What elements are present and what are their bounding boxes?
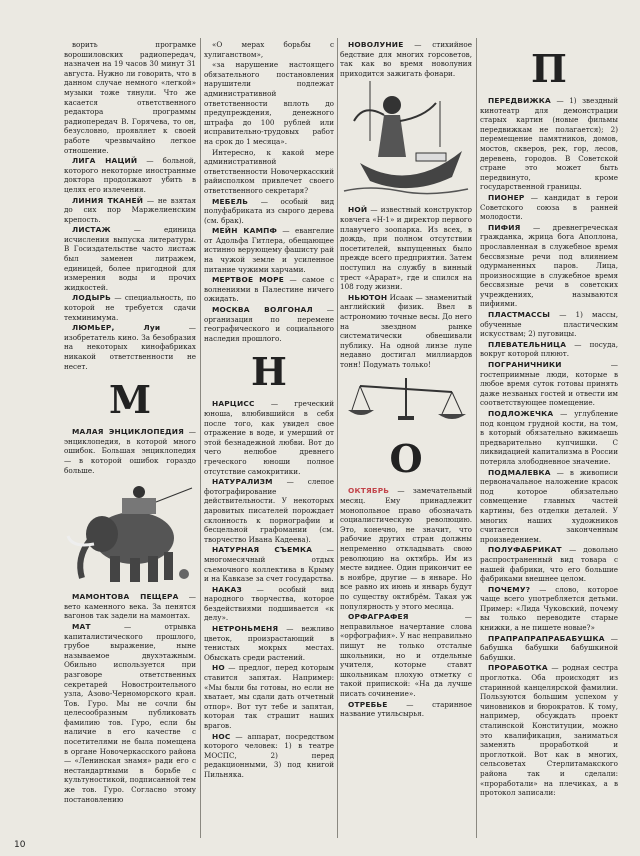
entry xyxy=(204,585,334,623)
entry xyxy=(204,477,334,544)
mammoth-cartoon-illustration xyxy=(64,478,196,588)
entry-text: — кандидат в герои Советского союза в ранней молодости. xyxy=(480,192,618,222)
entry-text: — предлог, перед которым ставится запятая. Например: «Мы были бы готовы, но если не хватает, мы сдали дать отчетный отпор». Вот тут тебе и запятая, которая так страшит наших врагов. xyxy=(204,663,334,730)
entry-headword: НО xyxy=(212,663,225,673)
entry-headword: ПОЧЕМУ? xyxy=(488,584,531,594)
entry-text: — особый вид народного творчества, которое бездействиями подшивается «к делу». xyxy=(204,584,334,623)
entry xyxy=(480,96,618,192)
entry-text: — отрывка капиталистического прошлого, грубое выражение, ныне называемое двухэтажным. Обильно используется при разговоре ответственных секретарей Новостроительного узла, Азово-Черноморского края. Тов. Гуро. Мы не сочли бы целесообразным публиковать фамилию тов. Гуро, если бы наличие в его качестве с посетителями не была помещена в органе Новочеркасского района — «Ленинская знамя» ради его с нестандартными в борьбе с культуностикой, подписанной тем же тов. Гуро. Согласно этому постановлению xyxy=(64,621,196,804)
entry-text: — 1) массы, обученные пластическим искусствам; 2) пуговицы. xyxy=(480,310,618,339)
entry-text: — энциклопедия, в которой много ошибок. Большая энциклопедия — в которой ошибок гораздо больше. xyxy=(64,427,196,475)
entry-headword: НАТУРАЛИЗМ xyxy=(212,477,273,487)
entry-text: — самое с волнениями в Палестине ничего ожидать. xyxy=(204,275,334,304)
entry xyxy=(340,486,472,611)
entry-headword: ЛИСТАЖ xyxy=(72,225,111,235)
entry-headword: МЕБЕЛЬ xyxy=(212,196,249,206)
column-4 xyxy=(480,40,618,835)
entry-headword: МАМОНТОВА ПЕЩЕРА xyxy=(72,592,179,602)
entry-text: — слово, которое чаще всего употребляется детьми. Пример: «Лида Чуковский, почему вы только переводите старые книжки, а не пишете новые?» xyxy=(480,584,618,633)
entry-headword: ПЕРЕДВИЖКА xyxy=(488,96,551,105)
entry-text: «О мерах борьбы с хулиганством», xyxy=(204,40,334,59)
entry-text: — изобретатель кино. За безобразия на некоторых кинофабриках никакой ответственности не несет. xyxy=(64,323,196,371)
entry-headword: МАЛАЯ ЭНЦИКЛОПЕДИЯ xyxy=(72,427,185,437)
entry-headword: ПЛАСТМАССЫ xyxy=(488,310,551,320)
entry-text: ворить програмке ворошиловских радиопередач, назначен на 19 часов 30 минут 31 августа. Нужно ли говорить, что в данном случае немного «легкой» музыки тоже тянули. Что же касается ответственного редактора программы радиопередач В. Горячева, то он, безусловно, проявляет к своей работе чрезвычайно легкое отношение. xyxy=(64,40,196,155)
section-letter-p: П xyxy=(531,46,567,91)
entry xyxy=(64,196,196,225)
entry xyxy=(64,293,196,322)
entry-text: — посуда, вокруг которой плюют. xyxy=(480,339,618,359)
entry-headword: ПОГРАНИЧНИКИ xyxy=(488,360,562,370)
entry-headword: ПОЛУФАБРИКАТ xyxy=(488,545,562,555)
entry-headword: ЛОДЫРЬ xyxy=(72,293,111,303)
entry-headword: ПОДМАЛЕВКА xyxy=(488,467,551,477)
entry-headword: МАТ xyxy=(72,621,91,631)
entry-text: — особый вид полуфабриката из сырого дерева (см. брак). xyxy=(204,196,334,225)
entry-text: — греческий юноша, влюбившийся в себя после того, как увидел свое отражение в воде, и умерший от этой безнадежной любви. Вот до чего нелюбое древнего греческого юноши полное отсутствие самокритики. xyxy=(204,399,334,476)
entry-text: — неправильное начертание слова «орфография». У нас неправильно пишут не только отсталые школьники, но и отдельные учителя, которые ставят школьникам плохую отметку с такой припиской: «На да лучше писать сочинение». xyxy=(340,612,472,698)
entry-text: — в живописи первоначальное наложение красок под которое обязательно совмещение главных частей картины, без отделки деталей. У многих наших художников считается законченным произведением. xyxy=(480,467,618,544)
entry-headword: НАКАЗ xyxy=(212,584,242,594)
entry xyxy=(480,340,618,359)
entry-headword: ЛИГА НАЦИЙ xyxy=(72,156,138,166)
entry-headword: ОРФАГРАФЕЯ xyxy=(348,612,409,622)
entry-headword: МЕРТВОЕ МОРЕ xyxy=(212,275,285,285)
entry-text: — довольно распространенный вид товара с нашей фабрики, что его большие фабриками внешнее целом. xyxy=(480,545,618,584)
entry-headword: ПИОНЕР xyxy=(488,192,525,202)
entry xyxy=(340,205,472,291)
entry-headword: ПЛЕВАТЕЛЬНИЦА xyxy=(488,339,567,349)
entry xyxy=(204,545,334,583)
entry-text: — евангелие от Адольфа Гитлера, обещающее истинно верующему фашисту рай на чужой земле и усиленное питание чужими харчами. xyxy=(204,226,334,274)
column-2 xyxy=(204,40,334,835)
entry-text: — специальность, по которой не требуется сдачи техминимума. xyxy=(64,293,196,322)
entry-headword-red: ОКТЯБРЬ xyxy=(348,486,390,496)
entry xyxy=(204,663,334,730)
entry-text: — вето каменного века. За пенятся вагонов так задели на мамонтах. xyxy=(64,592,196,621)
entry-text: — углубление под концом грудной кости, на том, в который обязательно вжимаешь предварительно купчишки. С ликвидацией капитализма в России потеряла злободневное значение. xyxy=(480,409,618,466)
entry-text: — древнегреческая гражданка, жрица бога Аполлона, прославленная в служебное время бессвязные речи под влиянием одурманенных паров. Лица, произносящие в служебное время бессвязные речи в советских учреждениях, называются пифиями. xyxy=(480,222,618,309)
entry-headword: НОВОЛУНИЕ xyxy=(348,40,404,49)
entry-text: Интересно, к какой мере административной ответственности Новочеркасский райисполком привлечет своего ответственного секретаря? xyxy=(204,147,334,195)
entry-text: — единица исчисления выпуска литературы. В Госиздательстве часто листаж был заменен литражем, единицей, более пригодной для измерения воды и прочих жидкостей. xyxy=(64,225,196,292)
entry-headword: МЕЙН КАМПФ xyxy=(212,226,278,236)
entry-text: — бабушка бабушки бабушкиной бабушки. xyxy=(480,633,618,662)
entry-headword: МОСКВА ВОЛГОНАЛ xyxy=(212,305,313,315)
entry xyxy=(340,612,472,698)
entry-text: — известный конструктор ковчега «Н-1» и директор первого плавучего зоопарка. Из всех, в дождь, при полном отсутствии посетителей, выпущенных было прежде всего предприятия. Затем поступил на службу в винный трест «Арарат», где и спился на 108 году жизни. xyxy=(340,205,472,292)
entry-text: — стихийное бедствие для многих горсоветов, так как во время новолуния приходится зажигать фонари. xyxy=(340,40,472,78)
entry xyxy=(480,409,618,467)
column-3 xyxy=(340,40,472,835)
entry-headword: ПОДЛОЖЕЧКА xyxy=(488,409,554,418)
entry xyxy=(480,585,618,633)
page-number: 10 xyxy=(14,840,26,850)
entry-text: Исаак — знаменитый английский физик. Ввел в астрономию точные весы. До него на звездном рынке систематически обвешивали публику. На одной линзе лупе недавно достигал миллиардов тонн! Подумать только! xyxy=(340,292,472,369)
entry xyxy=(480,545,618,583)
entry-headword: НОЙ xyxy=(348,205,368,215)
entry-headword: НОС xyxy=(212,731,231,741)
entry xyxy=(480,468,618,545)
entry-headword: ОТРЕБЬЕ xyxy=(348,699,388,709)
column-rule xyxy=(200,38,201,838)
entry xyxy=(204,197,334,226)
entry-headword: ПРОРАБОТКА xyxy=(488,663,548,673)
entry-text: — не взятая до сих пор Маржелиенским крепость. xyxy=(64,195,196,224)
entry xyxy=(64,323,196,371)
entry xyxy=(64,156,196,194)
entry xyxy=(204,624,334,662)
entry xyxy=(340,40,472,78)
entry xyxy=(480,193,618,222)
entry-text: — вежливо цветок, произрастающий в тенистых мокрых местах. Обыскать среди растений. xyxy=(204,624,334,662)
entry xyxy=(64,592,196,621)
entry-text: — родная сестра проглотка. Оба происходят из старинной канцелярской фамилии. Пользуются большим успехом у чиновников и бюрократов. К тому, например, обсуждать проект сталинской Конституции, можно это квалификация, заниматься заменять проработкой и проглоткой. Вот как в многих, сельсоветах Стерлитамакского района так и сделали: «проработали» на плечиках, а в протокол записали: xyxy=(480,663,618,798)
entry xyxy=(480,663,618,797)
entry xyxy=(204,305,334,343)
entry-headword: НАРЦИСС xyxy=(212,399,255,409)
entry xyxy=(64,427,196,475)
entry-text: — многомесячный отдых съемочного коллектива в Крыму и на Кавказе за счет государства. xyxy=(204,545,334,584)
entry xyxy=(340,700,472,719)
entry xyxy=(64,622,196,804)
entry-headword: ЛИНИЯ ТКАНЕЙ xyxy=(72,195,144,205)
column-1 xyxy=(64,40,196,835)
entry-text: «за нарушение настоящего обязательного постановления нарушители подлежат административной ответственности вплоть до предупреждения, денежного штрафа до 100 рублей или исправительно-трудовых работ на срок до 1 месяца». xyxy=(204,60,334,146)
entry xyxy=(204,226,334,274)
entry xyxy=(204,732,334,780)
entry xyxy=(64,225,196,292)
noah-ark-cartoon-illustration xyxy=(340,81,472,201)
entry-text: — организация по перемене географического и социального наследия прошлого. xyxy=(204,305,334,343)
entry xyxy=(480,223,618,309)
entry-headword: НЬЮТОН xyxy=(348,292,388,302)
section-letter-m: М xyxy=(108,377,152,423)
entry-headword: ПРАПРАПРАПРАБАБУШКА xyxy=(488,633,605,643)
column-rule xyxy=(337,38,338,838)
entry xyxy=(480,360,618,408)
entry-text: — слепое фотографирование действительности. У некоторых даровитых писателей порождает склонность к порнографии и бесцельной графомании (см. творчество Ивана Кадеева). xyxy=(204,477,334,544)
entry-text: — замечательный месяц. Ему принадлежит монопольное право обозначать социалистическую революцию. Это, конечно, не значит, что рабочие других стран должны непременно откладывать свою революцию на октябрь. Им из месте виднее. Один прикончит ее в ноябре, другие — в январе. Но все равно их июнь и январь будут по существу октябрём. Такая уж популярность у этого месяца. xyxy=(340,486,472,611)
section-letter-n: Н xyxy=(251,349,287,395)
entry-headword: ЛЮМЬЕР, Луи xyxy=(72,323,161,333)
balance-scales-illustration xyxy=(340,372,472,430)
entry-text: — 1) звездный кинотеатр для демонстрации старых картин (новые фильмы передвижкам не полагается); 2) перемещение памятников, домов, мостов, скверов, рек, гор, лесов, деревень, городов. В Советской стране это может быть передвинуто, кроме государственной границы. xyxy=(480,96,618,192)
entry xyxy=(204,399,334,476)
entry-text: — аппарат, посредством которого человек: 1) в театре МОСПС, 2) перед редакционными, 3) под книгой Пильняка. xyxy=(204,731,334,779)
entry xyxy=(204,275,334,304)
column-rule xyxy=(476,38,477,838)
entry-headword: НЕТРОНЬМЕНЯ xyxy=(212,624,279,634)
entry xyxy=(480,310,618,339)
entry-text: — старинное название утильсырья. xyxy=(340,699,472,719)
entry-text: — больной, которого некоторые иностранные доктора продолжают убить в целях его излечения. xyxy=(64,156,196,194)
entry xyxy=(340,293,472,370)
entry-headword: ПИФИЯ xyxy=(488,222,521,232)
entry-text: — гостеприимные люди, которые в любое время суток готовы принять даже незваных гостей и отвести им соответствующее помещение. xyxy=(480,360,618,408)
section-letter-o: О xyxy=(389,436,423,482)
entry xyxy=(480,634,618,663)
entry-headword: НАТУРНАЯ СЪЕМКА xyxy=(212,545,313,555)
